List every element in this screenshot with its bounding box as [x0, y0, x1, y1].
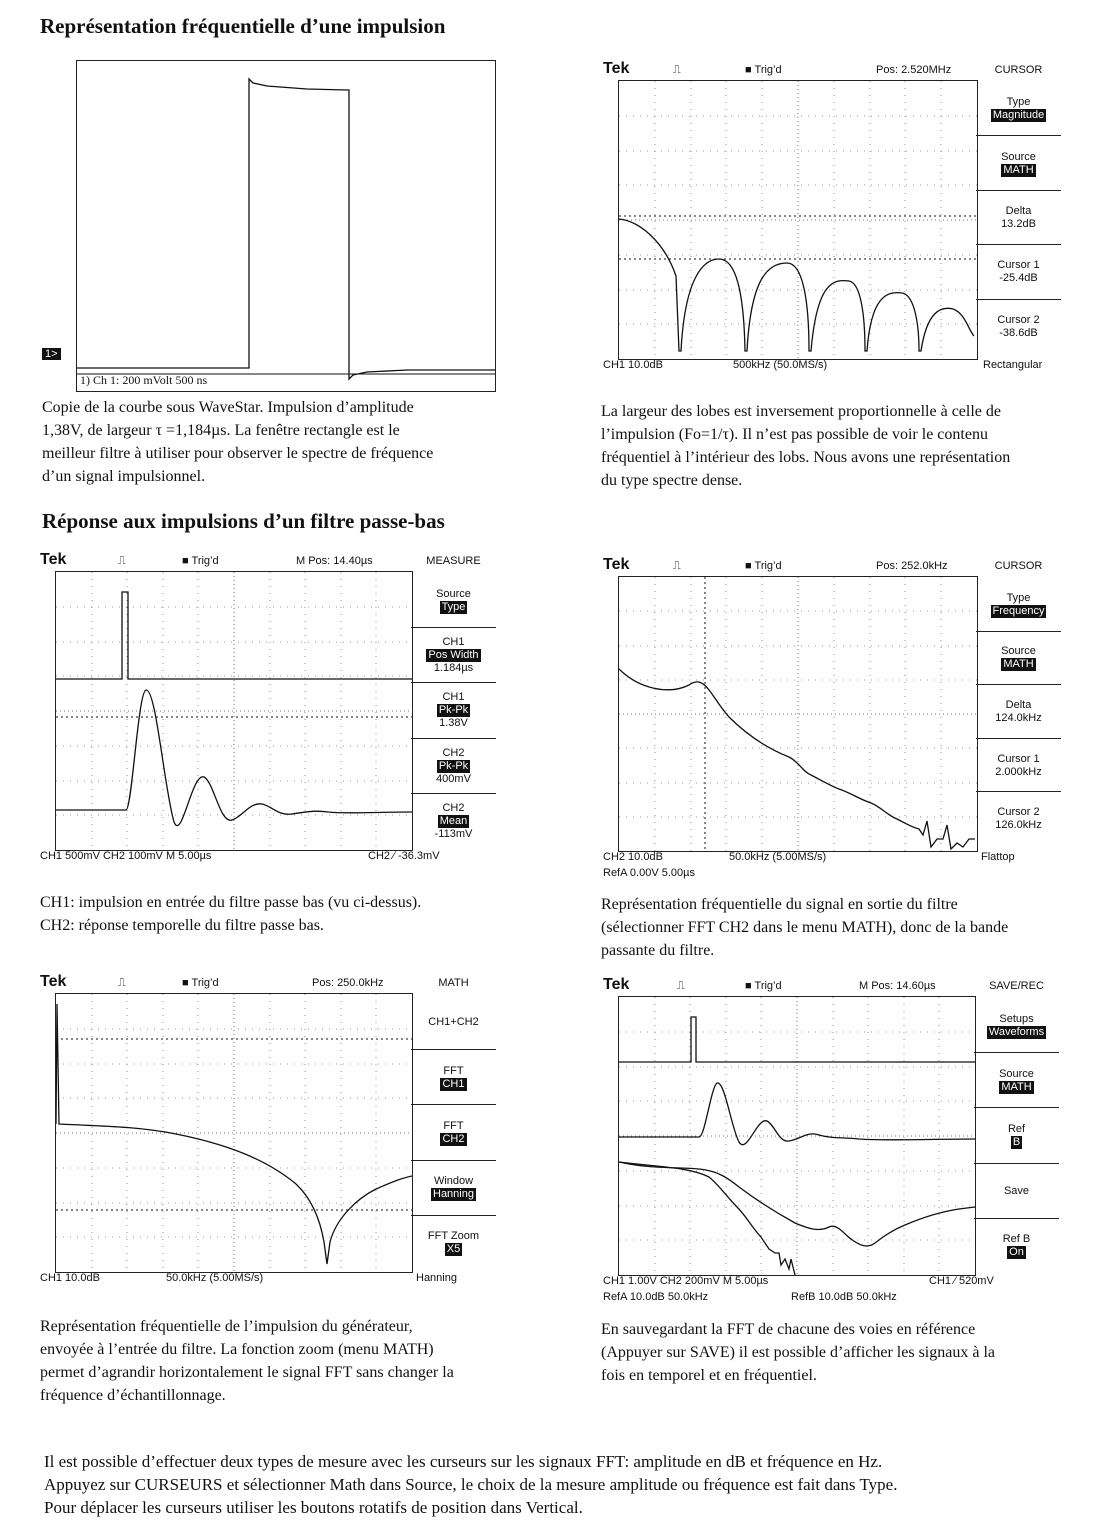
menu-item-value: MATH [1003, 658, 1034, 671]
menu-item-label: CH1+CH2 [428, 1016, 479, 1029]
scope-frequency-cursor [603, 558, 1063, 882]
scope-graticule [618, 576, 978, 852]
menu-item-4[interactable] [974, 1164, 1059, 1219]
timebase-readout: 50.0kHz (5.00MS/s) [729, 851, 827, 863]
window-type: Hanning [416, 1272, 457, 1284]
menu-item-label: FFT [443, 1119, 464, 1132]
menu-item-label: Type [1006, 591, 1031, 604]
channel-scales: CH1 1.00V CH2 200mV M 5.00µs [603, 1275, 769, 1287]
ch1-scale: CH1 10.0dB [603, 359, 663, 371]
trigger-pulse-icon: ⎍ [118, 977, 126, 989]
tek-logo: Tek [40, 973, 67, 990]
position-readout: M Pos: 14.60µs [859, 980, 936, 992]
menu-title: CURSOR [994, 560, 1043, 572]
menu-item-label: CH2 [442, 746, 465, 759]
scope-5-svg [619, 997, 975, 1275]
menu-item-label: FFT Zoom [427, 1230, 480, 1243]
cursor-menu [976, 62, 1061, 358]
menu-item-1[interactable] [411, 573, 496, 628]
menu-item-label: Delta [1005, 698, 1032, 711]
menu-item-label: Source [436, 587, 471, 600]
menu-item-2[interactable] [976, 136, 1061, 190]
menu-item-1[interactable] [976, 578, 1061, 632]
scope-math-fft [40, 975, 500, 1287]
scope-graticule [618, 80, 978, 360]
menu-item-5[interactable] [976, 792, 1061, 846]
menu-item-1[interactable] [411, 995, 496, 1050]
window-type: Rectangular [983, 359, 1043, 371]
menu-item-value: MATH [1003, 163, 1034, 176]
ch1-scale: CH1 10.0dB [40, 1272, 100, 1284]
scope-1-svg [619, 81, 977, 359]
menu-item-label: Save [1003, 1184, 1030, 1197]
menu-item-4[interactable] [411, 739, 496, 794]
scope-3-svg [619, 577, 977, 851]
footer-note: Il est possible d’effectuer deux types de mesure avec les curseurs sur les signaux FFT: amplitude en dB et fréquence en Hz. Appuyez sur CURSEURS et sélectionner Math dans Source, le choix de la mesure amplitude ou fréquence est fait dans Type. Pour déplacer les curseurs utiliser les boutons rotatifs de position dans Vertical. [44, 1452, 898, 1517]
ref-b-readout: RefB 10.0dB 50.0kHz [791, 1291, 897, 1303]
trigger-status: ■ Trig’d [745, 980, 782, 992]
menu-item-label: CH2 [442, 801, 465, 814]
scope-4-svg [56, 994, 412, 1272]
menu-item-value: 400mV [436, 772, 471, 785]
wavestar-plot [76, 60, 496, 392]
menu-item-label: Cursor 2 [997, 806, 1040, 819]
menu-item-label: Cursor 1 [997, 752, 1040, 765]
menu-item-value: CH2 [442, 1132, 465, 1145]
scope-graticule [55, 571, 413, 851]
graticule-lines [619, 81, 977, 359]
menu-item-label: Cursor 2 [997, 313, 1040, 326]
trigger-level: CH2 ∕ -36.3mV [368, 850, 440, 862]
menu-item-value: Pk-Pk [438, 759, 469, 772]
menu-item-label: Setups [999, 1012, 1034, 1025]
caption-save-ref: En sauvegardant la FFT de chacune des voies en référence (Appuyer sur SAVE) il est possible d’afficher les signaux à la fois en temporel et en fréquentiel. [601, 1321, 995, 1384]
scope-magnitude-cursor [603, 62, 1063, 374]
menu-item-value: Hanning [433, 1188, 474, 1201]
menu-item-label: CH1 [442, 691, 465, 704]
menu-item-value: -38.6dB [999, 326, 1038, 339]
menu-item-label: Source [999, 1067, 1034, 1080]
menu-item-5[interactable] [411, 1216, 496, 1271]
tek-logo: Tek [603, 556, 630, 573]
scope-graticule [618, 996, 976, 1276]
menu-item-3[interactable] [411, 1105, 496, 1160]
menu-item-value: Waveforms [988, 1025, 1045, 1038]
menu-item-value: Frequency [992, 604, 1045, 617]
menu-item-value: 126.0kHz [995, 819, 1042, 832]
scope-measure [40, 553, 500, 865]
ref-a-readout: RefA 0.00V 5.00µs [603, 867, 695, 879]
menu-item-value: 13.2dB [1001, 217, 1036, 230]
cursor-menu [976, 558, 1061, 850]
menu-item-3[interactable] [974, 1108, 1059, 1163]
timebase-readout: 500kHz (50.0MS/s) [733, 359, 828, 371]
caption-generator-fft: Représentation fréquentielle de l’impulsion du générateur, envoyée à l’entrée du filtre. La fonction zoom (menu MATH) permet d’agrandir horizontalement le signal FFT sans changer la fréquence d’échantillonnage. [40, 1318, 454, 1404]
window-type: Flattop [981, 851, 1015, 863]
menu-item-3[interactable] [976, 685, 1061, 739]
caption-lobes: La largeur des lobes est inversement proportionnelle à celle de l’impulsion (Fo=1/τ). Il n’est pas possible de voir le contenu fréquentiel à l’intérieur des lobs. Nous avons une représentation du type spectre dense. [601, 403, 1011, 489]
trigger-status: ■ Trig’d [182, 977, 219, 989]
trigger-pulse-icon: ⎍ [677, 980, 685, 992]
wavestar-trace [77, 61, 495, 391]
menu-item-value: Pos Width [428, 649, 479, 662]
trigger-status: ■ Trig’d [745, 560, 782, 572]
menu-item-3[interactable] [411, 683, 496, 738]
graticule-lines [56, 572, 412, 850]
menu-item-2[interactable] [976, 632, 1061, 686]
menu-item-value: Type [441, 600, 466, 613]
menu-item-label: Type [1006, 96, 1031, 109]
menu-item-5[interactable] [411, 794, 496, 849]
scope-2-svg [56, 572, 412, 850]
menu-item-label: Source [1001, 645, 1036, 658]
menu-item-4[interactable] [976, 245, 1061, 299]
trigger-pulse-icon: ⎍ [118, 555, 126, 567]
menu-item-2[interactable] [411, 628, 496, 683]
menu-item-3[interactable] [976, 191, 1061, 245]
tek-logo: Tek [603, 976, 630, 993]
menu-item-value: -113mV [434, 827, 473, 840]
menu-item-5[interactable] [974, 1219, 1059, 1274]
caption-wavestar: Copie de la courbe sous WaveStar. Impulsion d’amplitude 1,38V, de largeur τ =1,184µs. La fenêtre rectangle est le meilleur filtre à utiliser pour observer le spectre de fréquence d’un signal impulsionnel. [42, 399, 434, 485]
wavestar-channel-indicator: 1> [42, 348, 61, 360]
menu-item-label: CH1 [442, 636, 465, 649]
menu-item-5[interactable] [976, 300, 1061, 354]
menu-title: MATH [438, 977, 469, 989]
ch2-scale: CH2 10.0dB [603, 851, 663, 863]
save-rec-menu [974, 978, 1059, 1274]
menu-item-label: Ref B [1002, 1233, 1031, 1246]
caption-ch1-ch2: CH1: impulsion en entrée du filtre passe bas (vu ci-dessus). CH2: réponse temporelle du filtre passe bas. [40, 894, 422, 934]
menu-item-value: On [1009, 1246, 1024, 1259]
scope-save-rec [603, 978, 1063, 1310]
menu-item-1[interactable] [974, 998, 1059, 1053]
menu-item-label: Window [433, 1175, 474, 1188]
menu-item-value: Mean [439, 814, 468, 827]
trigger-status: ■ Trig’d [182, 555, 219, 567]
section-title-frequency: Représentation fréquentielle d’une impulsion [40, 14, 446, 38]
menu-item-label: Source [1001, 150, 1036, 163]
menu-item-value: Pk-Pk [438, 704, 469, 717]
menu-item-value: 1.38V [439, 717, 468, 730]
ref-a-readout: RefA 10.0dB 50.0kHz [603, 1291, 709, 1303]
menu-item-value: X5 [446, 1243, 461, 1256]
menu-item-label: Cursor 1 [997, 259, 1040, 272]
menu-item-label: Ref [1007, 1122, 1026, 1135]
trigger-status: ■ Trig’d [745, 64, 782, 76]
graticule-lines [56, 994, 412, 1272]
menu-item-2[interactable] [411, 1050, 496, 1105]
menu-item-value: 2.000kHz [995, 765, 1042, 778]
menu-item-value: MATH [1001, 1080, 1032, 1093]
graticule-lines [619, 997, 975, 1275]
menu-item-2[interactable] [974, 1053, 1059, 1108]
channel-scales: CH1 500mV CH2 100mV M 5.00µs [40, 850, 212, 862]
position-readout: Pos: 252.0kHz [876, 560, 948, 572]
measure-menu [411, 553, 496, 849]
section-title-lowpass: Réponse aux impulsions d’un filtre passe-bas [42, 509, 445, 533]
menu-item-4[interactable] [411, 1161, 496, 1216]
trigger-pulse-icon: ⎍ [673, 560, 681, 572]
tek-logo: Tek [603, 60, 630, 77]
trigger-level: CH1 ∕ 520mV [929, 1275, 994, 1287]
wavestar-scale-label: 1) Ch 1: 200 mVolt 500 ns [80, 373, 208, 387]
timebase-readout: 50.0kHz (5.00MS/s) [166, 1272, 264, 1284]
menu-title: MEASURE [426, 555, 481, 567]
menu-item-value: -25.4dB [999, 272, 1038, 285]
menu-item-value: CH1 [442, 1077, 465, 1090]
tek-logo: Tek [40, 551, 67, 568]
position-readout: Pos: 250.0kHz [312, 977, 384, 989]
scope-graticule [55, 993, 413, 1273]
position-readout: Pos: 2.520MHz [876, 64, 952, 76]
menu-title: SAVE/REC [989, 980, 1044, 992]
trigger-pulse-icon: ⎍ [673, 64, 681, 76]
menu-item-value: Magnitude [992, 109, 1045, 122]
menu-item-value: B [1012, 1135, 1021, 1148]
menu-item-label: FFT [443, 1064, 464, 1077]
menu-item-label: Delta [1005, 204, 1032, 217]
menu-title: CURSOR [994, 64, 1043, 76]
menu-item-value: 1.184µs [433, 662, 474, 675]
menu-item-1[interactable] [976, 82, 1061, 136]
menu-item-value: 124.0kHz [995, 711, 1042, 724]
caption-filter-output: Représentation fréquentielle du signal en sortie du filtre (sélectionner FFT CH2 dans le menu MATH), donc de la bande passante du filtre. [601, 896, 1009, 959]
position-readout: M Pos: 14.40µs [296, 555, 373, 567]
graticule-lines [619, 577, 977, 851]
menu-item-4[interactable] [976, 739, 1061, 793]
math-menu [411, 975, 496, 1271]
